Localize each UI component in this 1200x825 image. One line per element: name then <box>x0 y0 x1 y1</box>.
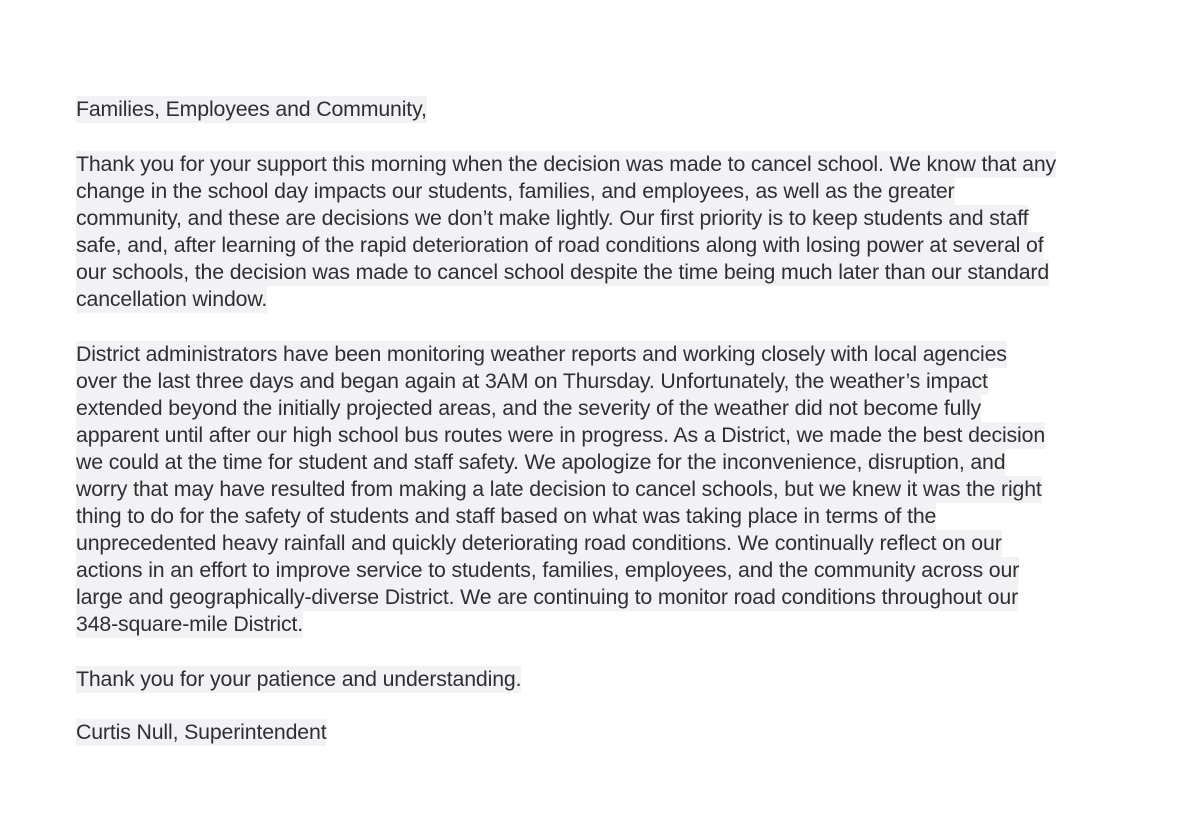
signature-text: Curtis Null, Superintendent <box>76 720 327 744</box>
letter-body <box>76 96 1136 746</box>
paragraph-2-line: 348-square-mile District. <box>76 612 304 636</box>
salutation-text: Families, Employees and Community, <box>76 97 427 121</box>
paragraph-2-line: apparent until after our high school bus routes were in progress. As a District, we made the best decision <box>76 423 1046 447</box>
paragraph-1-line: cancellation window. <box>76 287 268 311</box>
paragraph-2-line: worry that may have resulted from making a late decision to cancel schools, but we knew it was the right <box>76 477 1042 501</box>
paragraph-1-line: safe, and, after learning of the rapid deterioration of road conditions along with losing power at several of <box>76 233 1044 257</box>
paragraph-2-line: thing to do for the safety of students and staff based on what was taking place in terms of the <box>76 504 937 528</box>
paragraph-2-line: District administrators have been monitoring weather reports and working closely with local agencies <box>76 342 1007 366</box>
paragraph-1-line: Thank you for your support this morning when the decision was made to cancel school. We know that any <box>76 152 1057 176</box>
paragraph-2-line: we could at the time for student and staff safety. We apologize for the inconvenience, disruption, and <box>76 450 1006 474</box>
paragraph-2-line: large and geographically-diverse District. We are continuing to monitor road conditions throughout our <box>76 585 1019 609</box>
paragraph-1-line: change in the school day impacts our students, families, and employees, as well as the greater <box>76 179 955 203</box>
closing-text: Thank you for your patience and understanding. <box>76 667 522 691</box>
salutation <box>76 96 1136 123</box>
paragraph-2-line: actions in an effort to improve service to students, families, employees, and the community across our <box>76 558 1020 582</box>
paragraph-1-line: community, and these are decisions we don’t make lightly. Our first priority is to keep students and staff <box>76 206 1029 230</box>
paragraph-2-line: extended beyond the initially projected areas, and the severity of the weather did not become fully <box>76 396 982 420</box>
paragraph-2 <box>76 341 1136 638</box>
signature <box>76 719 1136 746</box>
paragraph-2-line: unprecedented heavy rainfall and quickly deteriorating road conditions. We continually reflect on our <box>76 531 1002 555</box>
paragraph-1-line: our schools, the decision was made to cancel school despite the time being much later than our standard <box>76 260 1050 284</box>
paragraph-1 <box>76 151 1136 313</box>
closing <box>76 666 1136 693</box>
paragraph-2-line: over the last three days and began again at 3AM on Thursday. Unfortunately, the weather’s impact <box>76 369 988 393</box>
